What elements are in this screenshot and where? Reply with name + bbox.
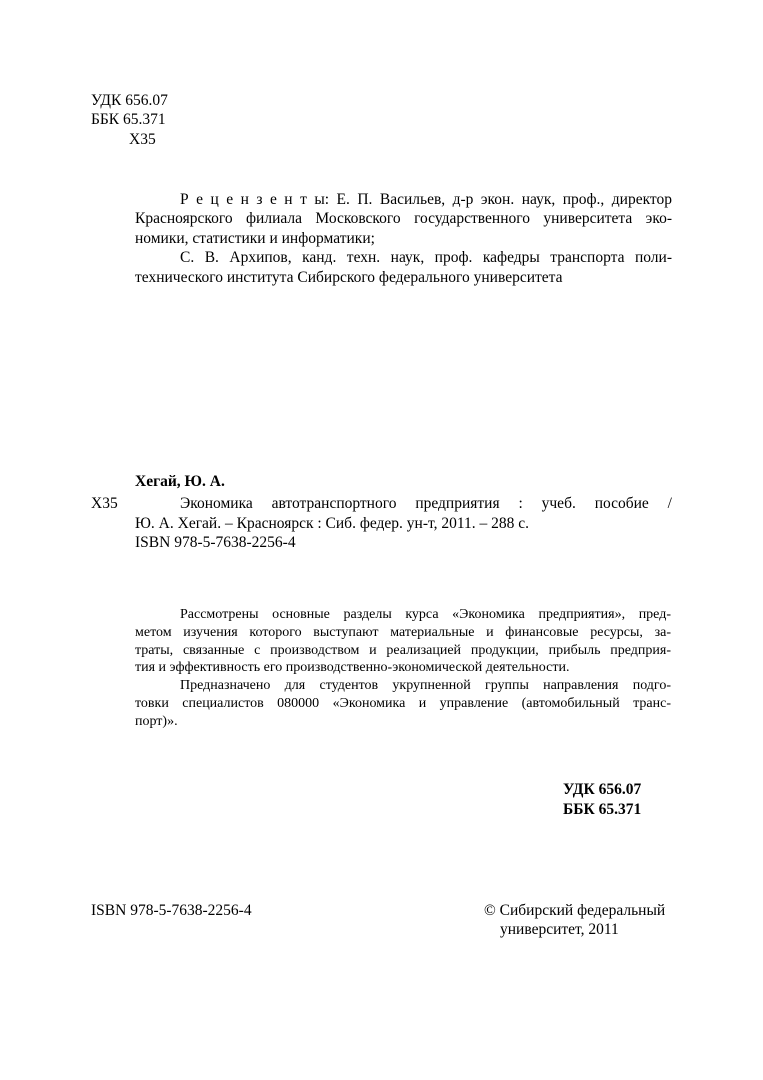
abstract-line: товки специалистов 080000 «Экономика и управление (автомобильный транс- — [135, 696, 671, 711]
reviewers-line: технического института Сибирского федерального университета — [135, 269, 563, 286]
catalog-mark: Х35 — [91, 495, 118, 512]
bbk-code: ББК 65.371 — [91, 111, 166, 128]
catalog-imprint-line: Ю. А. Хегай. – Красноярск : Сиб. федер. ун-т, 2011. – 288 с. — [135, 515, 530, 532]
abstract-line: метом изучения которого выступают материальные и финансовые ресурсы, за- — [135, 625, 671, 640]
bottom-udk-code: УДК 656.07 — [563, 781, 642, 798]
reviewers-line: Красноярского филиала Московского государственного университета эко- — [135, 210, 672, 227]
abstract-line: Рассмотрены основные разделы курса «Экономика предприятия», пред- — [180, 607, 671, 622]
bottom-bbk-code: ББК 65.371 — [563, 801, 642, 818]
abstract-line: Предназначено для студентов укрупненной группы направления подго- — [180, 678, 671, 693]
reviewers-line: Р е ц е н з е н т ы: Е. П. Васильев, д-р экон. наук, проф., директор — [180, 191, 672, 208]
catalog-title-line: Экономика автотранспортного предприятия : учеб. пособие / — [180, 495, 672, 512]
footer-isbn: ISBN 978-5-7638-2256-4 — [91, 902, 252, 919]
reviewers-line: С. В. Архипов, канд. техн. наук, проф. кафедры транспорта поли- — [180, 249, 672, 266]
udk-code: УДК 656.07 — [91, 92, 168, 109]
copyright-line: © Сибирский федеральный — [484, 902, 666, 919]
abstract-line: порт)». — [135, 714, 178, 729]
abstract-line: тия и эффективность его производственно-экономической деятельности. — [135, 660, 570, 675]
reviewers-line: номики, статистики и информатики; — [135, 230, 375, 247]
catalog-isbn-line: ISBN 978-5-7638-2256-4 — [135, 534, 296, 551]
catalog-author: Хегай, Ю. А. — [135, 473, 225, 490]
author-mark: Х35 — [129, 131, 156, 148]
copyright-line: университет, 2011 — [500, 921, 619, 938]
abstract-line: траты, связанные с производством и реализацией продукции, прибыль предприя- — [135, 643, 671, 658]
